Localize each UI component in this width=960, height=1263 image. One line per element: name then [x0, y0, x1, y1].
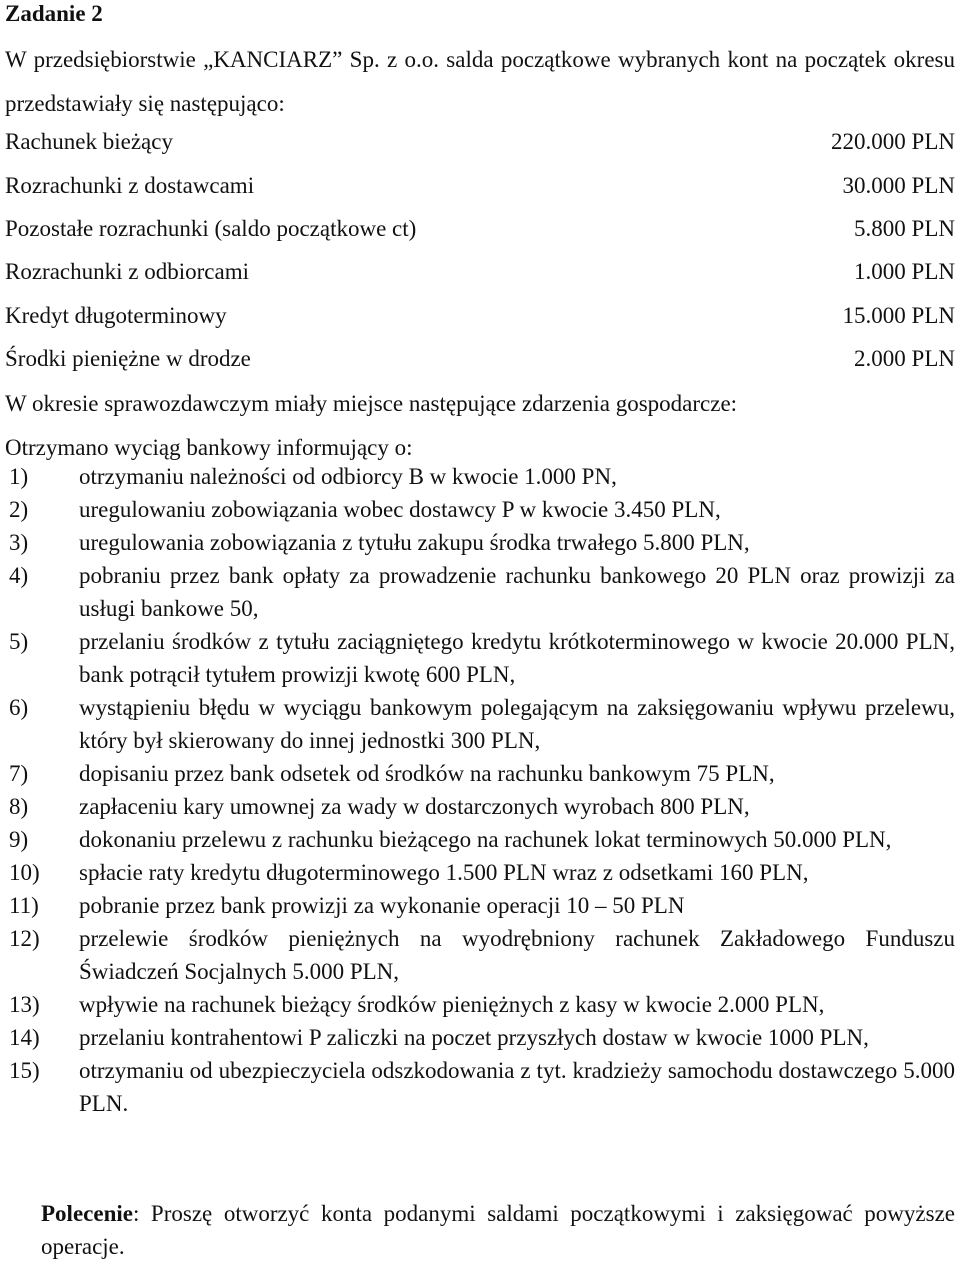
- instruction-paragraph: [41, 1197, 955, 1263]
- balance-amount: 220.000 PLN: [831, 129, 955, 154]
- list-item: [5, 625, 955, 691]
- balance-amount: 1.000 PLN: [854, 259, 955, 284]
- item-number: 7): [9, 761, 29, 786]
- list-item: [5, 988, 955, 1021]
- item-number: 5): [9, 629, 29, 654]
- item-text: otrzymaniu należności od odbiorcy B w kwocie 1.000 PN,: [79, 464, 617, 489]
- instruction-label: Polecenie: [41, 1201, 133, 1226]
- balance-amount: 15.000 PLN: [842, 303, 955, 328]
- item-number: 12): [9, 926, 40, 951]
- balance-row: [5, 215, 955, 243]
- period-heading: W okresie sprawozdawczym miały miejsce następujące zdarzenia gospodarcze:: [5, 391, 738, 416]
- list-item: [5, 757, 955, 790]
- list-item: [5, 1021, 955, 1054]
- balance-amount: 30.000 PLN: [842, 173, 955, 198]
- balance-label: Środki pieniężne w drodze: [5, 346, 251, 371]
- item-text: spłacie raty kredytu długoterminowego 1.500 PLN wraz z odsetkami 160 PLN,: [79, 860, 809, 885]
- item-number: 4): [9, 563, 29, 588]
- item-number: 1): [9, 464, 29, 489]
- list-item: [5, 922, 955, 988]
- balance-label: Pozostałe rozrachunki (saldo początkowe ct): [5, 216, 417, 241]
- item-text: przelewie środków pieniężnych na wyodrębniony rachunek Zakładowego Funduszu Świadczeń Socjalnych 5.000 PLN,: [79, 926, 955, 984]
- item-text: przelaniu środków z tytułu zaciągniętego kredytu krótkoterminowego w kwocie 20.000 PLN, bank potrącił tytułem prowizji kwotę 600 PLN,: [79, 629, 955, 687]
- balance-row: [5, 258, 955, 286]
- item-number: 8): [9, 794, 29, 819]
- item-number: 10): [9, 860, 40, 885]
- list-item: [5, 559, 955, 625]
- balance-label: Rachunek bieżący: [5, 129, 173, 154]
- list-item: [5, 691, 955, 757]
- item-text: wpływie na rachunek bieżący środków pieniężnych z kasy w kwocie 2.000 PLN,: [79, 992, 825, 1017]
- balance-amount: 5.800 PLN: [854, 216, 955, 241]
- list-item: [5, 493, 955, 526]
- instruction-text: : Proszę otworzyć konta podanymi saldami początkowymi i zaksięgować powyższe operacje.: [41, 1201, 955, 1259]
- task-title: Zadanie 2: [5, 1, 103, 26]
- balance-row: [5, 128, 955, 156]
- item-number: 6): [9, 695, 29, 720]
- balance-amount: 2.000 PLN: [854, 346, 955, 371]
- statement-heading: Otrzymano wyciąg bankowy informujący o:: [5, 435, 413, 460]
- item-text: zapłaceniu kary umownej za wady w dostarczonych wyrobach 800 PLN,: [79, 794, 750, 819]
- list-item: [5, 1054, 955, 1120]
- item-text: uregulowaniu zobowiązania wobec dostawcy P w kwocie 3.450 PLN,: [79, 497, 721, 522]
- item-number: 15): [9, 1058, 40, 1083]
- item-number: 14): [9, 1025, 40, 1050]
- list-item: [5, 889, 955, 922]
- list-item: [5, 526, 955, 559]
- balance-row: [5, 302, 955, 330]
- item-text: wystąpieniu błędu w wyciągu bankowym polegającym na zaksięgowaniu wpływu przelewu, który był skierowany do innej jednostki 300 PLN,: [79, 695, 955, 753]
- item-text: pobraniu przez bank opłaty za prowadzenie rachunku bankowego 20 PLN oraz prowizji za usługi bankowe 50,: [79, 563, 955, 621]
- item-text: pobranie przez bank prowizji za wykonanie operacji 10 – 50 PLN: [79, 893, 685, 918]
- balance-row: [5, 345, 955, 373]
- balance-label: Kredyt długoterminowy: [5, 303, 227, 328]
- list-item: [5, 856, 955, 889]
- intro-paragraph: W przedsiębiorstwie „KANCIARZ” Sp. z o.o. salda początkowe wybranych kont na początek okresu przedstawiały się następująco:: [5, 47, 955, 116]
- item-number: 13): [9, 992, 40, 1017]
- item-number: 2): [9, 497, 29, 522]
- item-text: uregulowania zobowiązania z tytułu zakupu środka trwałego 5.800 PLN,: [79, 530, 750, 555]
- item-number: 9): [9, 827, 29, 852]
- item-number: 11): [9, 893, 39, 918]
- item-text: przelaniu kontrahentowi P zaliczki na poczet przyszłych dostaw w kwocie 1000 PLN,: [79, 1025, 869, 1050]
- item-text: dokonaniu przelewu z rachunku bieżącego na rachunek lokat terminowych 50.000 PLN,: [79, 827, 892, 852]
- item-text: otrzymaniu od ubezpieczyciela odszkodowania z tyt. kradzieży samochodu dostawczego 5.000 PLN.: [79, 1058, 955, 1116]
- item-number: 3): [9, 530, 29, 555]
- balance-row: [5, 172, 955, 200]
- events-list: [5, 460, 955, 1120]
- item-text: dopisaniu przez bank odsetek od środków na rachunku bankowym 75 PLN,: [79, 761, 775, 786]
- balance-label: Rozrachunki z odbiorcami: [5, 259, 249, 284]
- balance-label: Rozrachunki z dostawcami: [5, 173, 255, 198]
- list-item: [5, 790, 955, 823]
- list-item: [5, 460, 955, 493]
- list-item: [5, 823, 955, 856]
